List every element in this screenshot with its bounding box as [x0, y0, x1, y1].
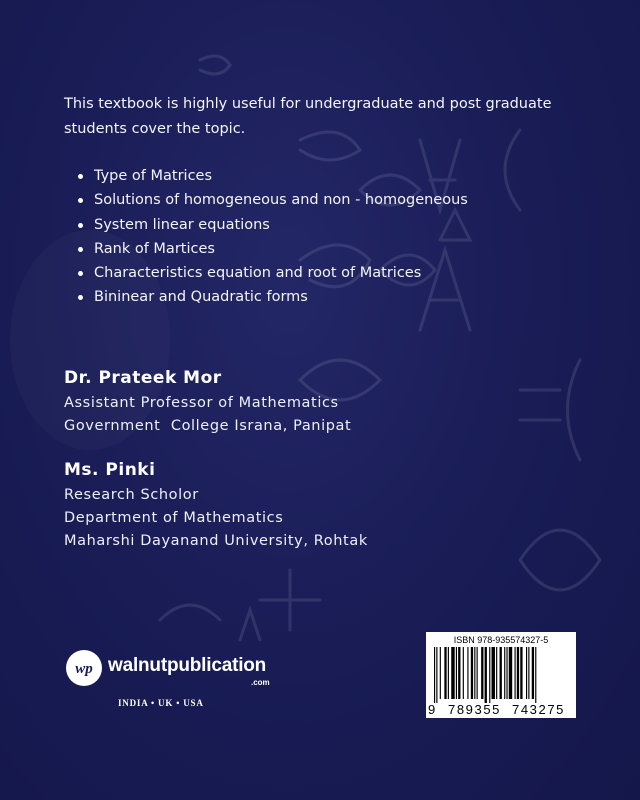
- barcode-bar: [526, 647, 527, 699]
- barcode-bar: [528, 647, 529, 699]
- author-affiliation: Government College Israna, Panipat: [64, 418, 352, 434]
- bullet-icon: [78, 247, 83, 252]
- barcode-right-digits: 743275: [512, 702, 565, 717]
- isbn-barcode: [426, 632, 576, 718]
- intro-paragraph: This textbook is highly useful for undergraduate and post graduate students cover the topic.: [64, 96, 552, 137]
- barcode-bar: [481, 647, 483, 699]
- publisher-logo-icon: [66, 650, 102, 686]
- barcode-bar: [535, 647, 536, 703]
- author-name: Ms. Pinki: [64, 460, 156, 480]
- barcode-bar: [477, 647, 478, 699]
- barcode-bar: [444, 647, 446, 699]
- topic-label: System linear equations: [94, 216, 270, 233]
- topic-label: Type of Matrices: [94, 168, 213, 184]
- barcode-bar: [451, 647, 454, 699]
- barcode-bar: [448, 647, 449, 699]
- barcode-bar: [532, 647, 534, 699]
- publisher-block: [66, 650, 270, 708]
- barcode-left-digits: 789355: [448, 702, 501, 717]
- barcode-bar: [520, 647, 522, 699]
- author-title: Research Scholor: [64, 487, 199, 503]
- barcode-bar: [434, 647, 435, 703]
- topic-label: Bininear and Quadratic forms: [94, 289, 308, 306]
- barcode-bar: [492, 647, 495, 699]
- barcode-bar: [456, 647, 457, 699]
- bullet-icon: [78, 174, 83, 179]
- list-item: [74, 237, 468, 261]
- list-item: [74, 164, 468, 188]
- barcode-bars: [432, 647, 570, 703]
- barcode-bar: [506, 647, 507, 699]
- publisher-name: walnutpublication: [108, 655, 267, 676]
- list-item: [74, 261, 468, 285]
- list-item: [74, 213, 468, 237]
- barcode-bar: [496, 647, 497, 699]
- barcode-bar: [471, 647, 473, 699]
- author-block-1: [64, 364, 351, 438]
- publisher-domain: .com: [251, 678, 270, 687]
- barcode-bar: [485, 647, 487, 703]
- barcode-bar: [467, 647, 468, 699]
- author-block-2: [64, 456, 368, 553]
- author-department: Department of Mathematics: [64, 510, 284, 526]
- topic-label: Rank of Martices: [94, 240, 215, 257]
- author-name: Dr. Prateek Mor: [64, 368, 222, 388]
- author-affiliation: Maharshi Dayanand University, Rohtak: [64, 533, 368, 549]
- bullet-icon: [78, 223, 83, 228]
- barcode-bar: [504, 647, 505, 699]
- barcode-bar: [474, 647, 475, 699]
- list-item: [74, 285, 468, 309]
- bullet-icon: [78, 271, 83, 276]
- bullet-icon: [78, 295, 83, 300]
- barcode-bar: [440, 647, 441, 699]
- barcode-bar: [458, 647, 460, 699]
- barcode-bar: [500, 647, 502, 699]
- isbn-label: ISBN 978-935574327-5: [453, 635, 549, 645]
- svg-text:wp: wp: [75, 661, 93, 677]
- author-title: Assistant Professor of Mathematics: [64, 395, 339, 411]
- barcode-bar: [517, 647, 519, 699]
- barcode-first-digit: 9: [428, 702, 436, 717]
- topic-label: Solutions of homogeneous and non - homogeneous: [94, 192, 468, 209]
- bullet-icon: [78, 198, 83, 203]
- barcode-bar: [436, 647, 437, 703]
- barcode-bar: [515, 647, 516, 699]
- barcode-bar: [463, 647, 464, 699]
- list-item: [74, 188, 468, 212]
- publisher-regions: INDIA • UK • USA: [118, 698, 204, 708]
- barcode-bar: [489, 647, 490, 703]
- topic-label: Characteristics equation and root of Matrices: [94, 265, 422, 282]
- barcode-bar: [509, 647, 512, 699]
- topic-list: [74, 164, 468, 310]
